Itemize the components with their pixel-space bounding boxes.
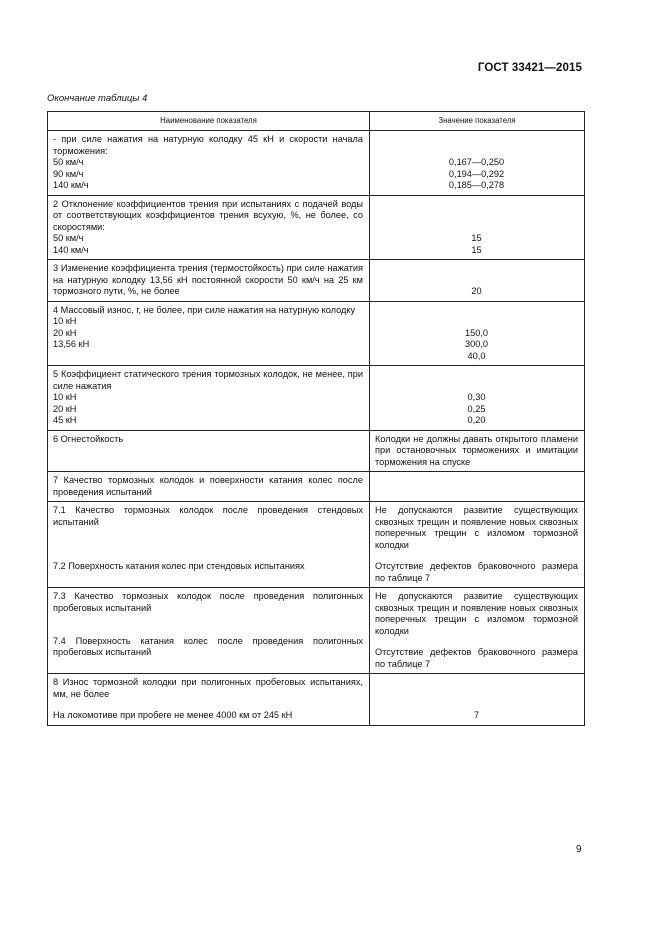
- indicator-name-cell: [48, 301, 370, 366]
- indicator-value-cell: [370, 472, 585, 502]
- indicator-value: 0,30: [467, 392, 486, 402]
- indicator-value-cell: [370, 131, 585, 196]
- page-number: 9: [576, 844, 582, 855]
- indicator-value-cell: [370, 195, 585, 260]
- indicator-value: 0,20: [467, 415, 486, 425]
- indicator-title: 3 Изменение коэффициента трения (термостойкость) при силе нажатия на натурную колодку 13,56 кН постоянной скорости 50 км/ч на 25 км тормозного пути, %, не более: [53, 263, 363, 296]
- table-row: [48, 301, 585, 366]
- indicator-value: 15: [471, 244, 482, 255]
- indicator-title: 7 Качество тормозных колодок и поверхности катания колес после проведения испытаний: [53, 475, 363, 497]
- table-row: [48, 131, 585, 196]
- indicator-name-cell: [48, 195, 370, 260]
- indicator-value: Колодки не должны давать открытого пламени при остановочных торможениях и имитации торможения на спуске: [375, 433, 578, 467]
- table-row: [48, 260, 585, 302]
- indicator-title: 7.3 Качество тормозных колодок после проведения полигонных пробеговых испытаний: [53, 591, 363, 613]
- indicator-value-cell: [370, 260, 585, 302]
- indicator-sub-label: 90 км/ч: [53, 168, 84, 179]
- indicator-sub-label: 13,56 кН: [53, 339, 90, 349]
- indicator-sub-label: 50 км/ч: [53, 233, 84, 243]
- indicator-sub-label: 10 кН: [53, 392, 77, 402]
- indicator-title: 4 Массовый износ, г, не более, при силе нажатия на натурную колодку: [53, 304, 356, 315]
- indicator-value: 7: [473, 710, 480, 720]
- table-row: [48, 430, 585, 472]
- indicator-sub-label: 20 кН: [53, 403, 77, 414]
- indicator-value: 20: [471, 286, 482, 296]
- indicator-value: 0,167—0,250: [448, 157, 505, 167]
- indicator-value-cell: [370, 674, 585, 726]
- indicator-title: 7.2 Поверхность катания колес при стендовых испытаниях: [53, 561, 305, 571]
- indicator-title: 6 Огнестойкость: [53, 433, 124, 444]
- indicator-name-cell: [48, 472, 370, 502]
- table-row: [48, 674, 585, 726]
- indicator-value-cell: [370, 301, 585, 366]
- indicator-sub-label: 10 кН: [53, 316, 77, 326]
- indicator-title: 5 Коэффициент статического трения тормозных колодок, не менее, при силе нажатия: [53, 369, 363, 391]
- indicator-value-cell: [370, 366, 585, 431]
- indicator-value: 0,185—0,278: [448, 180, 505, 190]
- indicator-sub-label: 45 кН: [53, 415, 77, 425]
- table-row: [48, 588, 585, 674]
- document-code: ГОСТ 33421—2015: [477, 62, 582, 74]
- table-row: [48, 195, 585, 260]
- indicator-name-cell: [48, 260, 370, 302]
- indicator-value: 0,25: [467, 403, 486, 414]
- indicator-value: 150,0: [465, 327, 488, 338]
- table-row: [48, 366, 585, 431]
- column-header-value: Значение показателя: [370, 112, 585, 131]
- indicator-sub-label: На локомотиве при пробеге не менее 4000 км от 245 кН: [53, 710, 293, 720]
- table-caption: Окончание таблицы 4: [47, 93, 148, 104]
- indicator-sub-label: 140 км/ч: [53, 180, 89, 190]
- indicator-value: Не допускаются развитие существующих сквозных трещин и появление новых сквозных поперечных трещин с изломом тормозной колодки: [375, 591, 578, 636]
- indicator-name-cell: [48, 430, 370, 472]
- indicator-name-cell: [48, 502, 370, 588]
- indicator-sub-label: 20 кН: [53, 327, 77, 338]
- indicator-value: Не допускаются развитие существующих сквозных трещин и появление новых сквозных поперечных трещин с изломом тормозной колодки: [375, 505, 578, 550]
- table-header-row: [48, 112, 585, 131]
- table-row: [48, 502, 585, 588]
- indicator-sub-label: 50 км/ч: [53, 157, 84, 167]
- indicator-name-cell: [48, 588, 370, 674]
- indicator-value: Отсутствие дефектов браковочного размера по таблице 7: [375, 647, 578, 669]
- indicator-value-cell: [370, 588, 585, 674]
- indicator-value: 0,194—0,292: [448, 168, 505, 179]
- indicator-sub-label: 140 км/ч: [53, 244, 89, 255]
- indicator-value: 40,0: [467, 350, 486, 361]
- indicator-title: 8 Износ тормозной колодки при полигонных пробеговых испытаниях, мм, не более: [53, 677, 363, 699]
- indicator-name-cell: [48, 674, 370, 726]
- indicator-title: 7.4 Поверхность катания колес после проведения полигонных пробеговых испытаний: [53, 635, 363, 657]
- indicator-value-cell: [370, 430, 585, 472]
- table-row: [48, 472, 585, 502]
- indicator-title: - при силе нажатия на натурную колодку 45 кН и скорости начала торможения:: [53, 134, 363, 156]
- indicator-value: Отсутствие дефектов браковочного размера по таблице 7: [375, 561, 578, 583]
- indicator-value: 15: [471, 233, 482, 243]
- indicator-title: 2 Отклонение коэффициентов трения при испытаниях с подачей воды от соответствующих коэффициентов трения всухую, %, не более, со скоростями:: [53, 198, 363, 232]
- indicator-name-cell: [48, 131, 370, 196]
- indicator-name-cell: [48, 366, 370, 431]
- indicator-value-cell: [370, 502, 585, 588]
- indicator-title: 7.1 Качество тормозных колодок после проведения стендовых испытаний: [53, 505, 363, 527]
- column-header-name: Наименование показателя: [48, 112, 370, 131]
- indicator-value: 300,0: [465, 339, 488, 349]
- indicators-table: [47, 111, 585, 726]
